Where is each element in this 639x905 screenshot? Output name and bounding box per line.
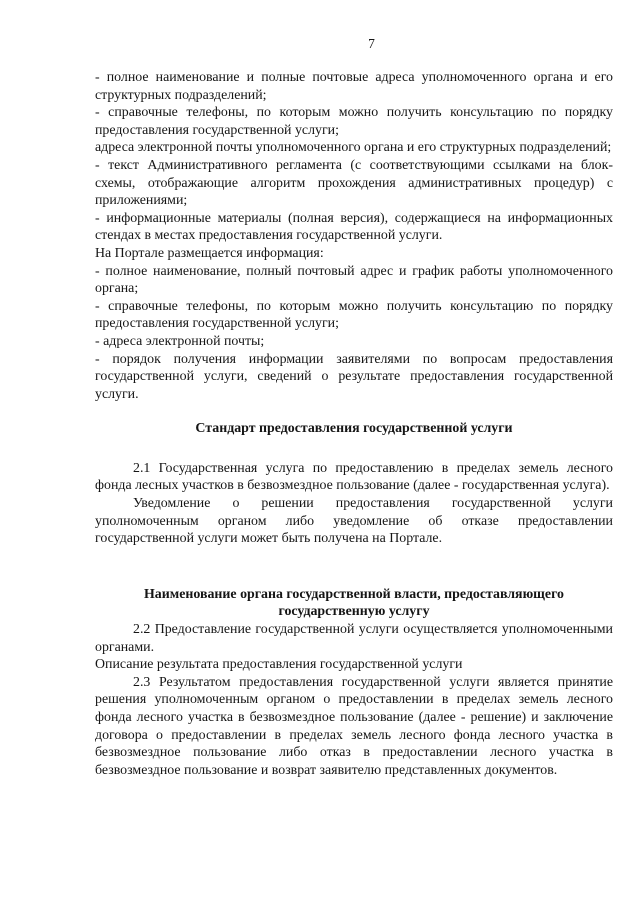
paragraph-2-2: 2.2 Предоставление государственной услуги осуществляется уполномоченными органами. bbox=[95, 622, 613, 655]
paragraph-portal-full-name: - полное наименование, полный почтовый адрес и график работы уполномоченного органа; bbox=[95, 263, 613, 297]
section-heading-authority: Наименование органа государственной власти, предоставляющего государственную услугу bbox=[144, 586, 564, 620]
paragraph-reference-phones: - справочные телефоны, по которым можно получить консультацию по порядку предоставления государственной услуги; bbox=[95, 105, 613, 138]
section-heading-standard: Стандарт предоставления государственной услуги bbox=[195, 421, 513, 437]
paragraph-portal-phones: - справочные телефоны, по которым можно получить консультацию по порядку предоставления государственной услуги; bbox=[95, 298, 613, 332]
paragraph-2-3: 2.3 Результатом предоставления государственной услуги является принятие решения уполномоченным органом о предоставлении в пределах земель лесного фонда лесного участка в безвозмездное пользование (далее - решение) и заключение договора о предоставлении в пределах земель лесного фонда лесного участка в безвозмездное пользование либо отказ в предоставлении лесного участка в безвозмездное пользование и возврат заявителю представленных документов. bbox=[95, 674, 613, 778]
paragraph-portal-info-intro: На Портале размещается информация: bbox=[95, 245, 324, 261]
paragraph-2-1: 2.1 Государственная услуга по предоставлению в пределах земель лесного фонда лесных участков в безвозмездное пользование (далее - государственная услуга). bbox=[95, 460, 613, 494]
paragraph-full-name-addresses: - полное наименование и полные почтовые адреса уполномоченного органа и его структурных подразделений; bbox=[95, 70, 613, 103]
page-number: 7 bbox=[368, 36, 375, 51]
paragraph-regulation-text: - текст Административного регламента (с соответствующими ссылками на блок-схемы, отображающие алгоритм прохождения административных процедур) с приложениями; bbox=[95, 157, 613, 209]
paragraph-portal-email: - адреса электронной почты; bbox=[95, 333, 265, 349]
paragraph-info-materials: - информационные материалы (полная версия), содержащиеся на информационных стендах в местах предоставления государственной услуги. bbox=[95, 210, 613, 244]
paragraph-notification: Уведомление о решении предоставления государственной услуги уполномоченным органом либо уведомление об отказе предоставлении государственной услуги может быть получена на Портале. bbox=[95, 496, 613, 547]
paragraph-email-addresses: адреса электронной почты уполномоченного органа и его структурных подразделений; bbox=[95, 140, 612, 156]
paragraph-portal-info-order: - порядок получения информации заявителями по вопросам предоставления государственной услуги, сведений о результате предоставления государственной услуги. bbox=[95, 351, 613, 402]
paragraph-result-description: Описание результата предоставления государственной услуги bbox=[95, 657, 463, 673]
